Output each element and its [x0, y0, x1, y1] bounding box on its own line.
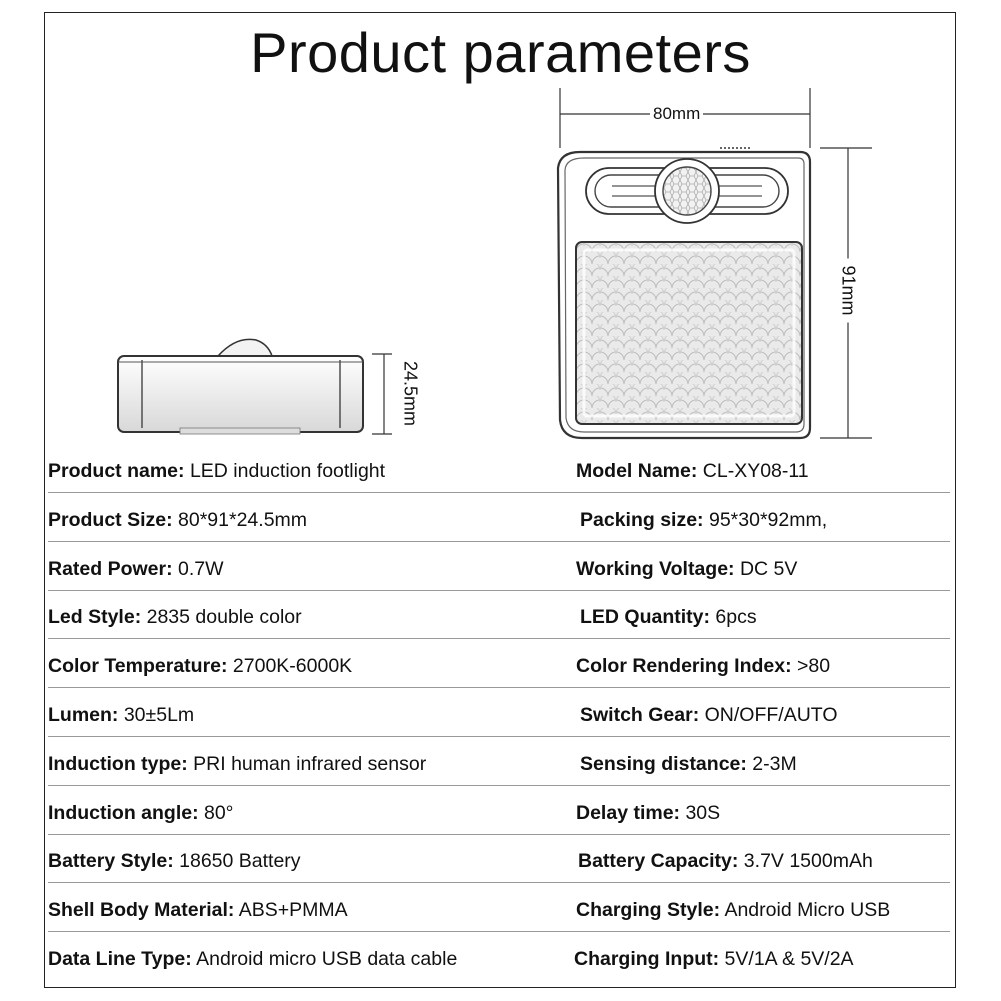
spec-row [48, 696, 950, 737]
spec-value: 6pcs [710, 606, 757, 628]
spec-row [48, 647, 950, 688]
spec-value: 95*30*92mm, [703, 509, 828, 531]
product-drawing [0, 0, 1001, 460]
spec-key: Data Line Type: [48, 948, 192, 970]
spec-key: Model Name: [576, 460, 698, 482]
spec-value: 2700K-6000K [227, 655, 353, 677]
spec-right [580, 704, 838, 727]
spec-row [48, 745, 950, 786]
spec-value: >80 [791, 655, 831, 677]
spec-value: 2835 double color [141, 606, 302, 628]
spec-value: Android Micro USB [720, 899, 891, 921]
spec-value: LED induction footlight [184, 460, 386, 482]
page-title: Product parameters [250, 21, 751, 84]
spec-key: Charging Style: [576, 899, 721, 921]
spec-right [580, 509, 827, 532]
spec-right [576, 802, 720, 825]
spec-row [48, 940, 950, 980]
spec-right [580, 606, 757, 629]
spec-key: Charging Input: [574, 948, 720, 970]
spec-right [576, 558, 797, 581]
spec-row [48, 550, 950, 591]
spec-key: Battery Capacity: [578, 850, 739, 872]
spec-key: Switch Gear: [580, 704, 700, 726]
spec-row [48, 891, 950, 932]
spec-left [48, 655, 352, 678]
spec-left [48, 753, 426, 776]
spec-value: DC 5V [734, 558, 798, 580]
spec-row [48, 842, 950, 883]
spec-row [48, 794, 950, 835]
spec-value: 5V/1A & 5V/2A [719, 948, 854, 970]
spec-right [580, 753, 797, 776]
spec-value: 80° [198, 802, 234, 824]
spec-left [48, 802, 233, 825]
spec-value: ABS+PMMA [234, 899, 348, 921]
spec-right [576, 899, 890, 922]
spec-key: Battery Style: [48, 850, 174, 872]
spec-value: PRI human infrared sensor [187, 753, 427, 775]
spec-left [48, 704, 194, 727]
spec-left [48, 948, 457, 971]
spec-key: Rated Power: [48, 558, 173, 580]
spec-key: Induction type: [48, 753, 188, 775]
spec-value: Android micro USB data cable [191, 948, 458, 970]
depth-dimension-label: 24.5mm [400, 358, 421, 430]
spec-left [48, 460, 385, 483]
spec-row [48, 598, 950, 639]
spec-key: Packing size: [580, 509, 704, 531]
spec-value: 80*91*24.5mm [172, 509, 308, 531]
spec-left [48, 558, 224, 581]
spec-right [576, 460, 809, 483]
spec-left [48, 509, 307, 532]
spec-value: CL-XY08-11 [697, 460, 809, 482]
spec-key: Delay time: [576, 802, 681, 824]
spec-key: Color Temperature: [48, 655, 228, 677]
spec-key: Product Size: [48, 509, 173, 531]
spec-value: 30±5Lm [118, 704, 195, 726]
spec-row [48, 501, 950, 542]
height-dimension-label: 91mm [838, 259, 859, 323]
spec-key: LED Quantity: [580, 606, 710, 628]
spec-left [48, 850, 301, 873]
spec-key: Product name: [48, 460, 185, 482]
spec-right [574, 948, 854, 971]
spec-value: 0.7W [172, 558, 224, 580]
width-dimension-label: 80mm [650, 104, 703, 124]
spec-value: 18650 Battery [173, 850, 301, 872]
spec-key: Lumen: [48, 704, 119, 726]
side-view-drawing [118, 339, 392, 434]
spec-value: 3.7V 1500mAh [738, 850, 873, 872]
spec-left [48, 606, 302, 629]
spec-left [48, 899, 348, 922]
spec-key: Shell Body Material: [48, 899, 235, 921]
spec-key: Sensing distance: [580, 753, 747, 775]
front-view-drawing [558, 88, 872, 438]
spec-key: Working Voltage: [576, 558, 735, 580]
spec-right [578, 850, 873, 873]
spec-key: Led Style: [48, 606, 142, 628]
spec-key: Color Rendering Index: [576, 655, 792, 677]
spec-value: ON/OFF/AUTO [699, 704, 838, 726]
spec-value: 30S [680, 802, 721, 824]
spec-key: Induction angle: [48, 802, 199, 824]
spec-right [576, 655, 830, 678]
spec-value: 2-3M [746, 753, 797, 775]
spec-row [48, 452, 950, 493]
